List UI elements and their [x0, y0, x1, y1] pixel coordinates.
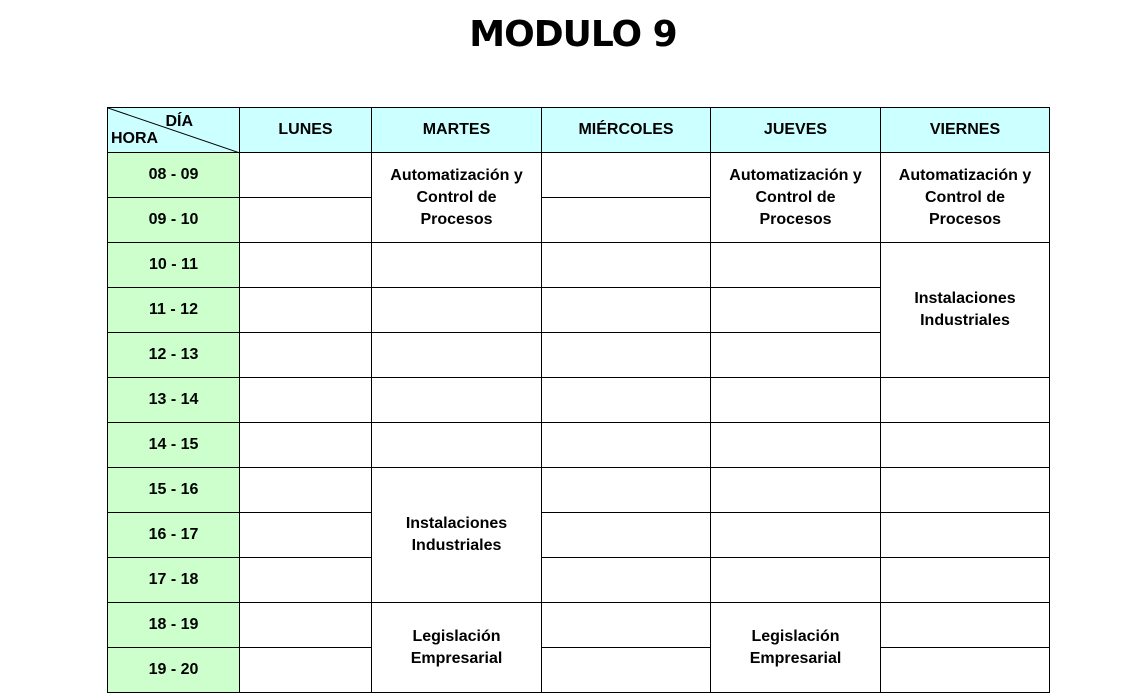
subject-line: Procesos: [420, 210, 493, 228]
empty-cell: [881, 648, 1050, 693]
empty-cell: [711, 558, 881, 603]
empty-cell: [881, 513, 1050, 558]
empty-cell: [240, 288, 372, 333]
corner-hour-label: HORA: [111, 130, 159, 147]
empty-cell: [711, 288, 881, 333]
empty-cell: [881, 378, 1050, 423]
empty-cell: [711, 513, 881, 558]
subject-line: Empresarial: [749, 649, 842, 667]
empty-cell: [542, 243, 711, 288]
hour-cell: 13 - 14: [108, 378, 240, 423]
empty-cell: [542, 333, 711, 378]
hour-cell: 18 - 19: [108, 603, 240, 648]
day-header-miercoles: MIÉRCOLES: [542, 108, 711, 153]
hour-cell: 16 - 17: [108, 513, 240, 558]
corner-cell: [108, 108, 240, 153]
empty-cell: [542, 153, 711, 198]
subject-line: Control de: [416, 188, 497, 206]
empty-cell: [542, 648, 711, 693]
subject-line: Instalaciones: [914, 290, 1016, 307]
subject-line: Automatización y: [729, 166, 862, 184]
empty-cell: [542, 288, 711, 333]
subject-cell-viernes-automatizacion: [881, 153, 1050, 243]
subject-line: Control de: [925, 188, 1005, 206]
hour-cell: 09 - 10: [108, 198, 240, 243]
empty-cell: [542, 423, 711, 468]
empty-cell: [240, 603, 372, 648]
subject-line: Legislación: [412, 627, 501, 645]
corner-day-label: DÍA: [165, 113, 193, 130]
subject-line: Industriales: [920, 312, 1010, 329]
subject-line: Procesos: [928, 210, 1002, 228]
empty-cell: [881, 468, 1050, 513]
table-row: [108, 558, 1050, 603]
subject-cell-jueves-automatizacion: [711, 153, 881, 243]
day-header-viernes: VIERNES: [881, 108, 1050, 153]
empty-cell: [240, 513, 372, 558]
subject-line: Instalaciones: [405, 515, 508, 532]
table-row: [108, 513, 1050, 558]
empty-cell: [372, 423, 542, 468]
table-row: [108, 648, 1050, 693]
hour-cell: 15 - 16: [108, 468, 240, 513]
header-row: [108, 108, 1050, 153]
day-header-martes: MARTES: [372, 108, 542, 153]
empty-cell: [881, 603, 1050, 648]
empty-cell: [881, 423, 1050, 468]
page-title: MODULO 9: [469, 14, 677, 55]
empty-cell: [711, 378, 881, 423]
empty-cell: [240, 468, 372, 513]
subject-cell-jueves-legislacion: [711, 603, 881, 693]
subject-line: Automatización y: [898, 166, 1032, 184]
subject-line: Industriales: [411, 537, 502, 554]
empty-cell: [542, 603, 711, 648]
empty-cell: [240, 333, 372, 378]
empty-cell: [542, 198, 711, 243]
table-row: [108, 468, 1050, 513]
hour-cell: 12 - 13: [108, 333, 240, 378]
subject-line: Procesos: [759, 210, 832, 228]
table-row: [108, 378, 1050, 423]
empty-cell: [542, 513, 711, 558]
empty-cell: [372, 243, 542, 288]
empty-cell: [372, 333, 542, 378]
table-row: [108, 603, 1050, 648]
subject-cell-martes-automatizacion: [372, 153, 542, 243]
day-header-jueves: JUEVES: [711, 108, 881, 153]
subject-cell-martes-legislacion: [372, 603, 542, 693]
subject-line: Empresarial: [410, 649, 503, 667]
empty-cell: [372, 378, 542, 423]
hour-cell: 17 - 18: [108, 558, 240, 603]
empty-cell: [240, 558, 372, 603]
hour-cell: 11 - 12: [108, 288, 240, 333]
empty-cell: [240, 378, 372, 423]
subject-line: Legislación: [751, 627, 840, 645]
table-row: [108, 243, 1050, 288]
hour-cell: 19 - 20: [108, 648, 240, 693]
empty-cell: [240, 423, 372, 468]
hour-cell: 14 - 15: [108, 423, 240, 468]
schedule-table: [107, 107, 1050, 693]
subject-cell-martes-instalaciones: [372, 468, 542, 603]
subject-cell-viernes-instalaciones: [881, 243, 1050, 378]
empty-cell: [881, 558, 1050, 603]
empty-cell: [240, 243, 372, 288]
empty-cell: [711, 243, 881, 288]
empty-cell: [542, 468, 711, 513]
empty-cell: [542, 558, 711, 603]
empty-cell: [240, 153, 372, 198]
table-row: [108, 153, 1050, 198]
subject-line: Automatización y: [390, 166, 523, 184]
day-header-lunes: LUNES: [240, 108, 372, 153]
hour-cell: 10 - 11: [108, 243, 240, 288]
empty-cell: [240, 198, 372, 243]
empty-cell: [372, 288, 542, 333]
empty-cell: [711, 333, 881, 378]
table-row: [108, 423, 1050, 468]
empty-cell: [240, 648, 372, 693]
empty-cell: [711, 423, 881, 468]
hour-cell: 08 - 09: [108, 153, 240, 198]
empty-cell: [711, 468, 881, 513]
empty-cell: [542, 378, 711, 423]
subject-line: Control de: [755, 188, 836, 206]
